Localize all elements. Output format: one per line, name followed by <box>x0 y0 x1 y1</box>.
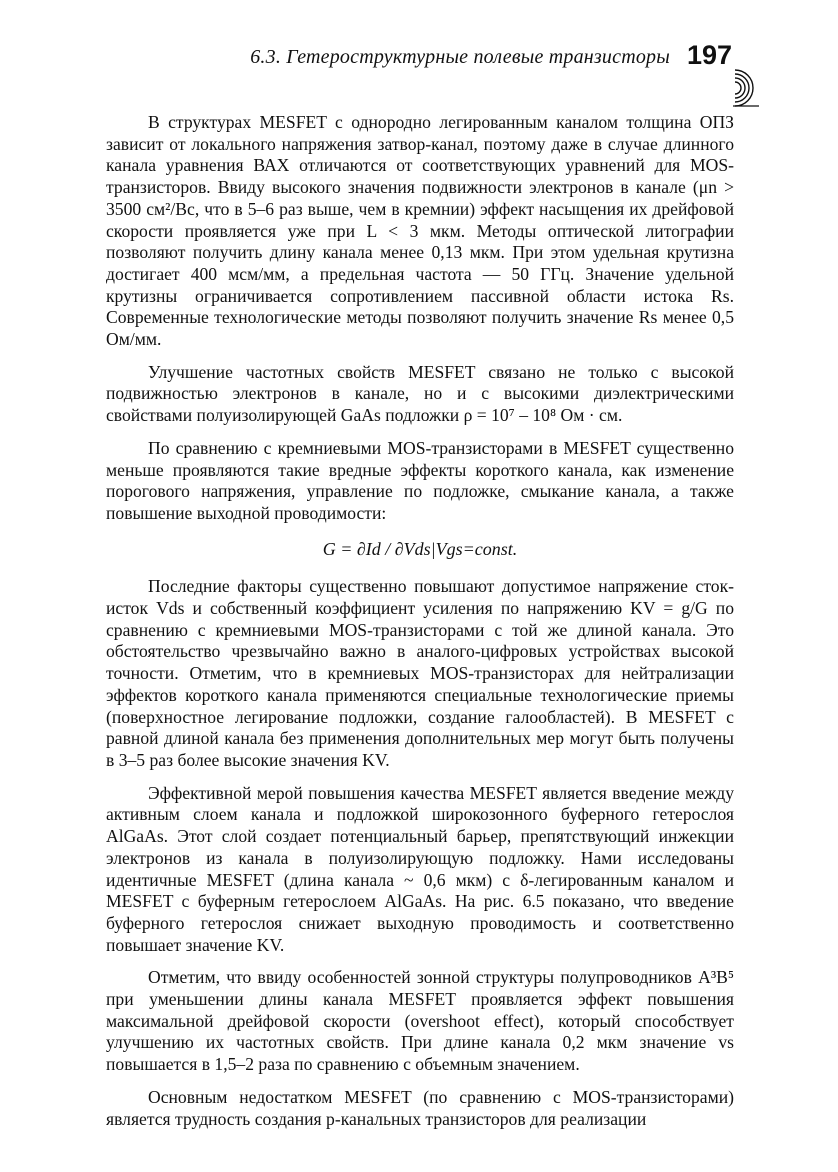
paragraph-voltage-gain: Последние факторы существенно повышают допустимое напряжение сток-исток Vds и собственный коэффициент усиления по напряжению KV = g/G по сравнению с кремниевыми MOS-транзисторами с той же длиной канала. Это обстоятельство чрезвычайно важно в аналого-цифровых устройствах высокой точности. Отметим, что в кремниевых MOS-транзисторах для нейтрализации эффектов короткого канала применяются специальные технологические приемы (поверхностное легирование подложки, создание галообластей). В MESFET с равной длиной канала без применения дополнительных мер могут быть получены в 3–5 раз более высокие значения KV. <box>106 576 734 770</box>
page-corner-ornament-icon <box>733 68 761 108</box>
formula-output-conductance <box>106 539 734 561</box>
page-header <box>0 40 838 100</box>
paragraph-mesfet-intro: В структурах MESFET с однородно легированным каналом толщина ОПЗ зависит от локального напряжения затвор-канал, поэтому даже в случае длинного канала уравнения ВАХ отличаются от соответствующих уравнений для MOS-транзисторов. Ввиду высокого значения подвижности электронов в канале (μn > 3500 см²/Вс, что в 5–6 раз выше, чем в кремнии) эффект насыщения их дрейфовой скорости проявляется уже при L < 3 мкм. Методы оптической литографии позволяют получить длину канала менее 0,13 мкм. При этом удельная крутизна достигает 400 мсм/мм, а предельная частота — 50 ГГц. Значение удельной крутизны ограничивается сопротивлением пассивной области истока Rs. Современные технологические методы позволяют получить значение Rs менее 0,5 Ом/мм. <box>106 112 734 350</box>
paragraph-buffer-layer: Эффективной мерой повышения качества MESFET является введение между активным слоем канала и подложкой широкозонного буферного гетерослоя AlGaAs. Этот слой создает потенциальный барьер, препятствующий инжекции электронов из канала в полуизолирующую подложку. Нами исследованы идентичные MESFET (длина канала ~ 0,6 мкм) с δ-легированным каналом и MESFET с буферным гетерослоем AlGaAs. На рис. 6.5 показано, что введение буферного гетерослоя снижает выходную проводимость и соответственно повышает значение KV. <box>106 782 734 955</box>
paragraph-frequency-properties: Улучшение частотных свойств MESFET связано не только с высокой подвижностью электронов в канале, но и с высокими диэлектрическими свойствами полуизолирующей GaAs подложки ρ = 10⁷ – 10⁸ Ом · см. <box>106 361 734 426</box>
page-number: 197 <box>686 40 732 70</box>
running-title: 6.3. Гетероструктурные полевые транзисторы <box>250 46 670 68</box>
paragraph-main-drawback: Основным недостатком MESFET (по сравнению с MOS-транзисторами) является трудность создания p-канальных транзисторов для реализации <box>106 1086 734 1129</box>
paragraph-overshoot-effect: Отметим, что ввиду особенностей зонной структуры полупроводников A³B⁵ при уменьшении длины канала MESFET проявляется эффект повышения максимальной дрейфовой скорости (overshoot effect), который способствует улучшению их частотных свойств. При длине канала 0,2 мкм значение vs повышается в 1,5–2 раза по сравнению с объемным значением. <box>106 967 734 1075</box>
formula-text: G = ∂Id / ∂Vds|Vgs=const. <box>322 538 518 559</box>
paragraph-short-channel-effects: По сравнению с кремниевыми MOS-транзисторами в MESFET существенно меньше проявляются такие вредные эффекты короткого канала, как изменение порогового напряжения, управление по подложке, смыкание канала, а также повышение выходной проводимости: <box>106 437 734 523</box>
main-text <box>106 112 734 1130</box>
